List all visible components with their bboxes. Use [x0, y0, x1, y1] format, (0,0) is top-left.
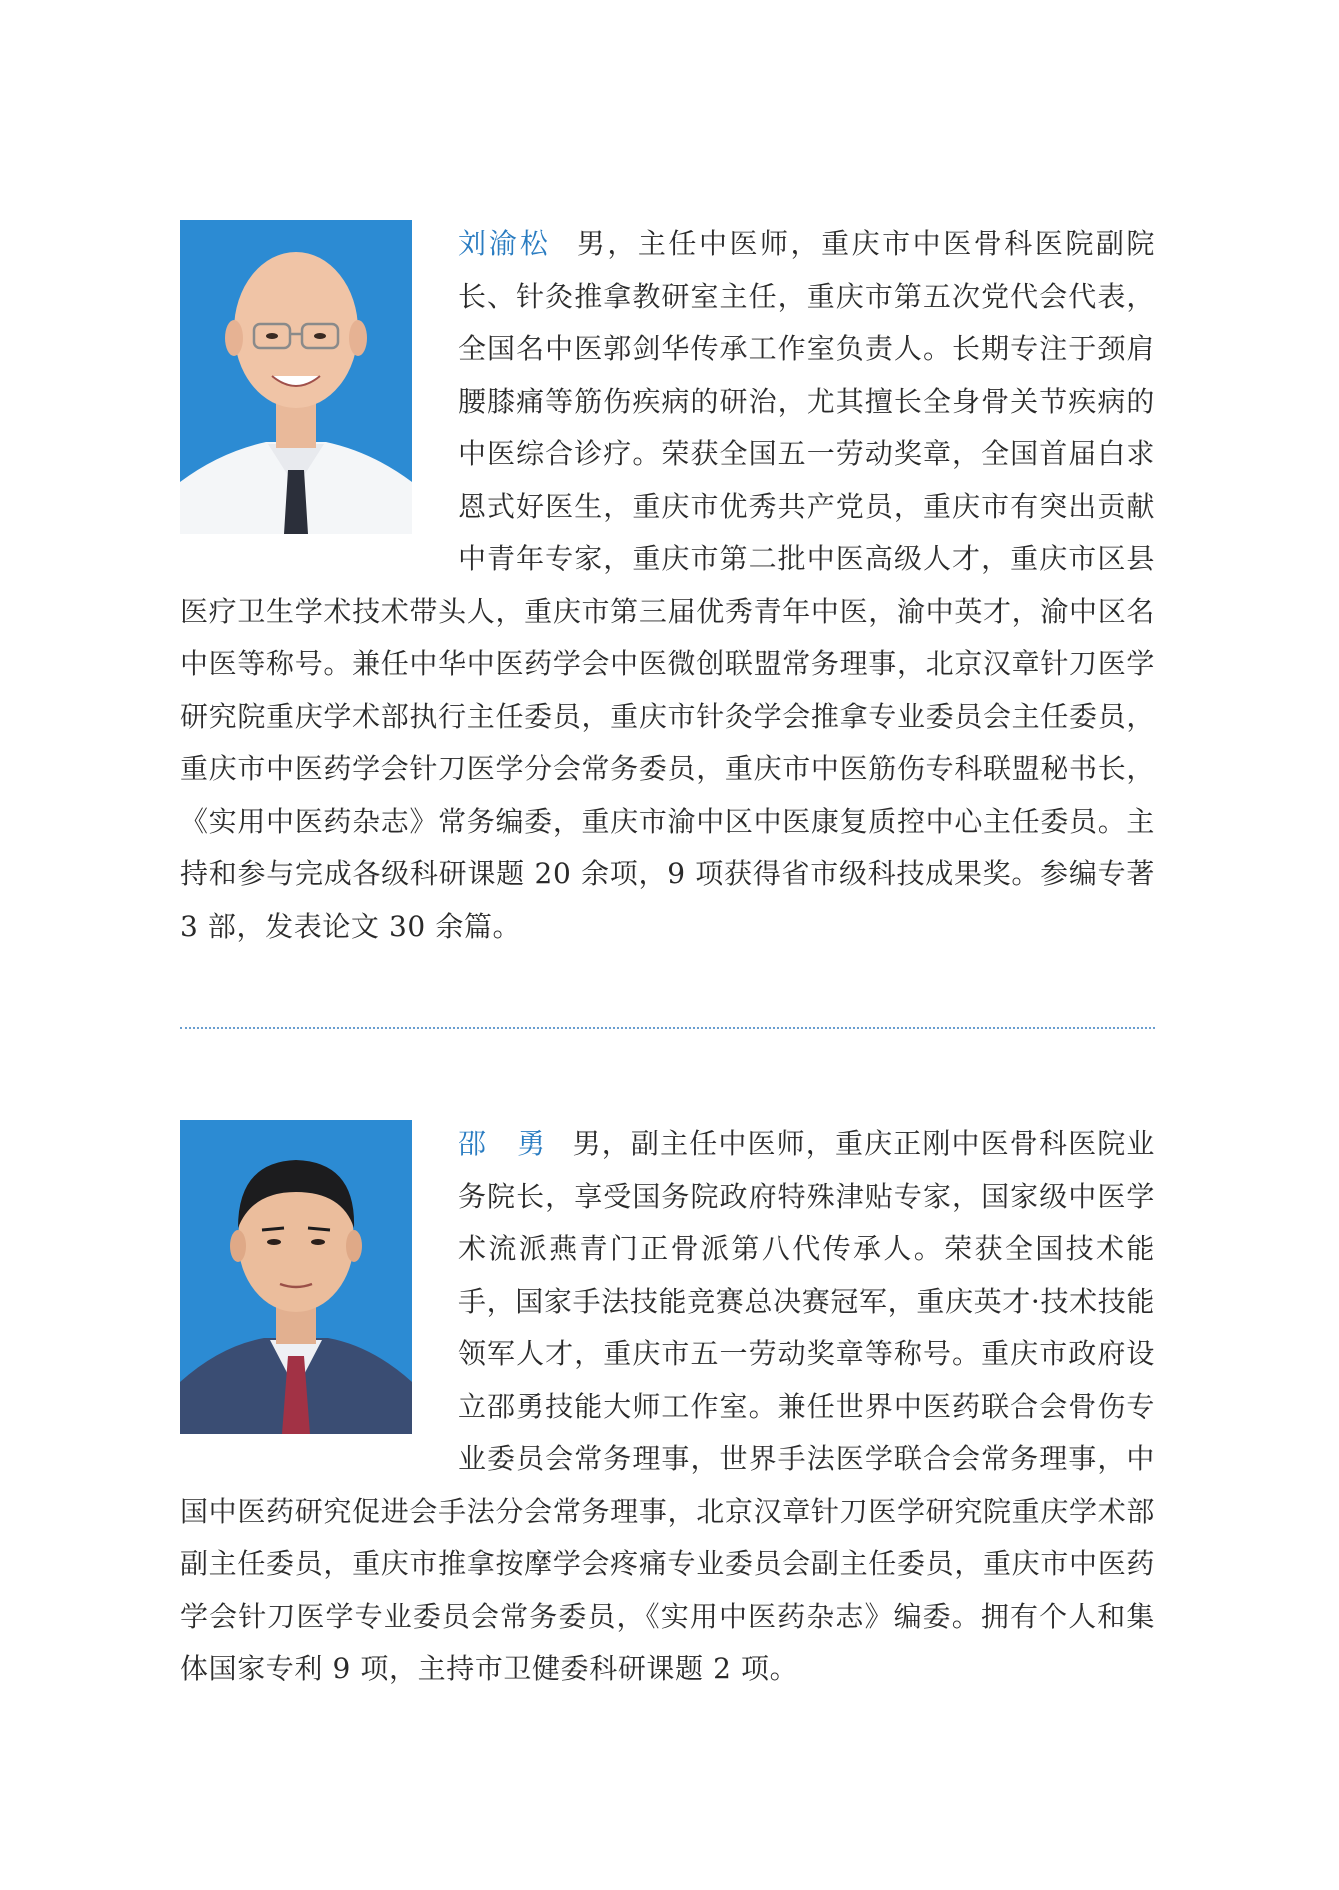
dotted-divider: [180, 1027, 1155, 1029]
portrait-man-suit-image: [180, 1120, 412, 1434]
profile-name-1: 刘渝松: [458, 227, 551, 260]
profile-bio-text-2: 男，副主任中医师，重庆正刚中医骨科医院业务院长，享受国务院政府特殊津贴专家，国家级中医学术流派燕青门正骨派第八代传承人。荣获全国技术能手，国家手法技能竞赛总决赛冠军，重庆英才·技术技能领军人才，重庆市五一劳动奖章等称号。重庆市政府设立邵勇技能大师工作室。兼任世界中医药联合会骨伤专业委员会常务理事，世界手法医学联合会常务理事，中国中医药研究促进会手法分会常务理事，北京汉章针刀医学研究院重庆学术部副主任委员，重庆市推拿按摩学会疼痛专业委员会副主任委员，重庆市中医药学会针刀医学专业委员会常务委员，《实用中医药杂志》编委。拥有个人和集体国家专利 9 项，主持市卫健委科研课题 2 项。: [180, 1127, 1155, 1685]
portrait-bald-man-glasses-image: [180, 220, 412, 534]
profile-bio-text-1: 男，主任中医师，重庆市中医骨科医院副院长、针灸推拿教研室主任，重庆市第五次党代会代表，全国名中医郭剑华传承工作室负责人。长期专注于颈肩腰膝痛等筋伤疾病的研治，尤其擅长全身骨关节疾病的中医综合诊疗。荣获全国五一劳动奖章，全国首届白求恩式好医生，重庆市优秀共产党员，重庆市有突出贡献中青年专家，重庆市第二批中医高级人才，重庆市区县医疗卫生学术技术带头人，重庆市第三届优秀青年中医，渝中英才，渝中区名中医等称号。兼任中华中医药学会中医微创联盟常务理事，北京汉章针刀医学研究院重庆学术部执行主任委员，重庆市针灸学会推拿专业委员会主任委员，重庆市中医药学会针刀医学分会常务委员，重庆市中医筋伤专科联盟秘书长，《实用中医药杂志》常务编委，重庆市渝中区中医康复质控中心主任委员。主持和参与完成各级科研课题 20 余项，9 项获得省市级科技成果奖。参编专著 3 部，发表论文 30 余篇。: [180, 227, 1155, 943]
profile-card-1: [180, 218, 1155, 953]
portrait-photo-2: [180, 1120, 412, 1434]
profile-name-2: 邵 勇: [458, 1127, 547, 1160]
profile-card-2: [180, 1118, 1155, 1696]
portrait-photo-1: [180, 220, 412, 534]
